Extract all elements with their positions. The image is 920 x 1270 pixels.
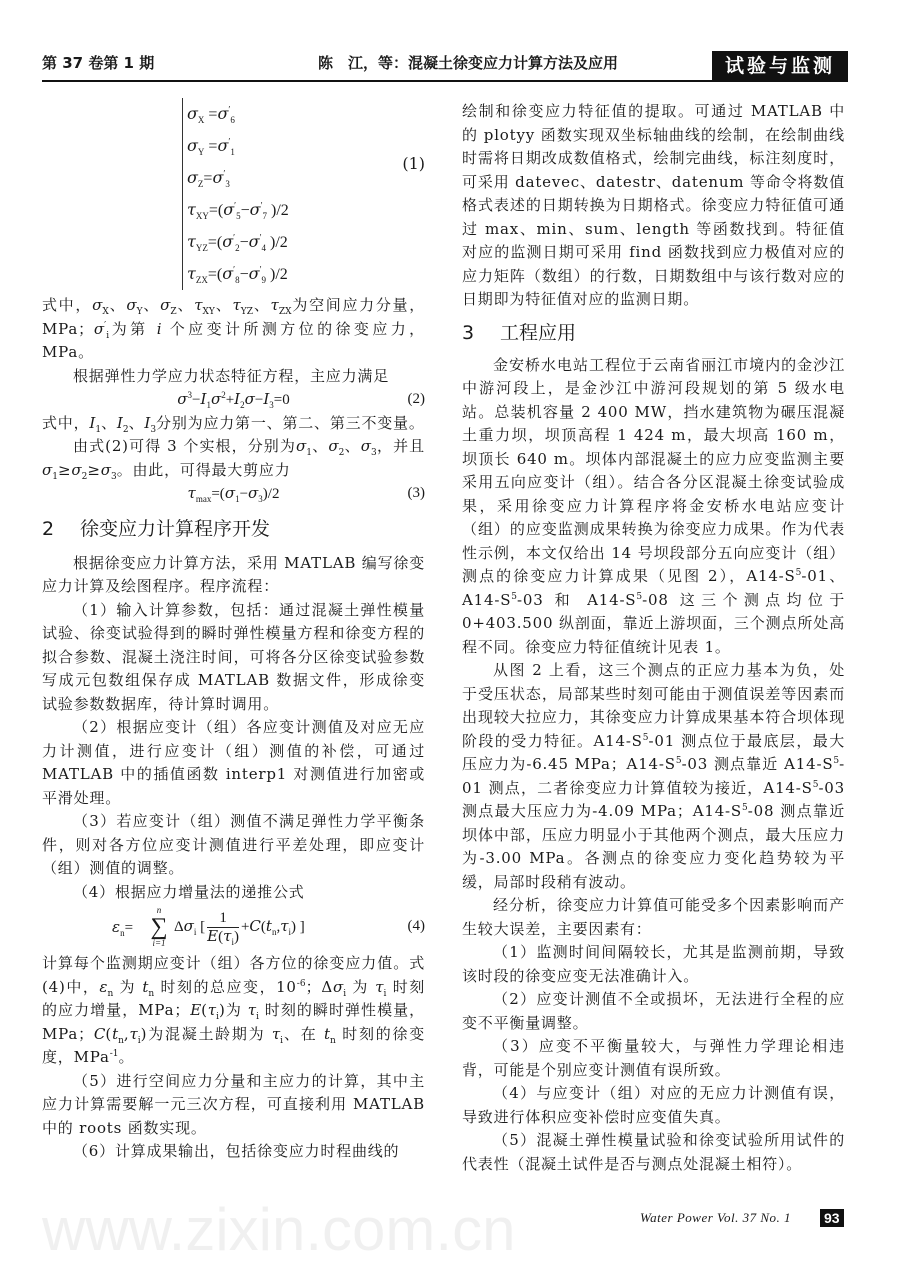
subscript: 1 [206,400,211,410]
subscript: i [288,927,292,938]
math-symbol: τ [187,232,196,251]
text-run: 时刻的瞬时弹性模量，MPa； [42,1001,425,1043]
math-symbol: σ [223,200,235,219]
paragraph [42,365,425,389]
superscript: 5 [675,756,682,766]
text-run: 分别为应力第一、第二、第三不变量。 [156,413,425,432]
math-symbol: I [234,390,241,408]
section-heading-2 [42,514,425,544]
subscript: ZX [278,307,292,317]
superscript: ′ [228,104,231,115]
equation-number: (2) [407,391,425,407]
subscript: 5 [236,211,241,222]
text-run: -01、A14-S [462,567,846,609]
list-item [462,1129,845,1176]
superscript: ′ [104,320,107,331]
equation-body [188,486,280,502]
math-symbol: σ [248,484,259,502]
text-run: ，并且 [376,437,425,455]
subscript: i [216,1012,219,1022]
math-symbol: σ [42,460,53,479]
subscript: 2 [122,424,129,435]
equation-number: (3) [407,485,425,501]
text-run: 、 [252,296,271,314]
text-run: , [123,1024,130,1043]
equation-line [187,258,289,290]
text-run: =( [207,234,223,251]
text-run: 、 [128,413,145,432]
equation-3 [42,482,425,506]
text-run: − [239,266,249,283]
math-symbol: σ [187,104,198,123]
section-number: 3 [462,321,475,344]
superscript: ′ [233,232,236,243]
subscript: n [118,1035,124,1046]
math-symbol: σ [222,232,234,251]
text-run: = [204,106,218,123]
subscript: n [107,988,114,999]
text-run: 、 [214,296,233,314]
text-run: 。 [118,1048,135,1066]
text-run: + [225,392,235,408]
subscript: Y [136,307,143,317]
equation-line [187,130,289,162]
math-symbol: t [323,1024,330,1043]
running-title: 陈 江，等：混凝土徐变应力计算方法及应用 [318,54,619,72]
text-run: 、在 [283,1024,324,1043]
paragraph [462,354,845,660]
math-symbol: τ [232,296,241,314]
list-item [42,716,425,810]
subscript: YZ [195,243,208,254]
subscript: 4 [261,243,267,254]
subscript: i [106,330,110,341]
math-symbol: τ [194,296,203,314]
superscript: ′ [234,200,237,211]
text-run: -08 这三个测点均位于 0+403.500 纵剖面，靠近上游坝面，三个测点所处高程不同。徐变应力特征值统计见表 1。 [462,590,845,656]
text-run: 式中， [42,296,93,314]
superscript: ′ [223,168,226,179]
text-run: )为混凝土龄期为 [140,1024,272,1043]
superscript: 5 [511,591,517,602]
math-symbol: ε [112,918,121,936]
text-run: 、 [108,296,127,314]
journal-footer: Water Power Vol. 37 No. 1 [640,1210,792,1225]
text-run: 金安桥水电站工程位于云南省丽江市境内的金沙江中游河段上，是金沙江中游河段规划的第 5 级水电站。总装机容量 2 400 MW，挡水建筑物为碾压混凝土重力坝，坝顶高程 1 424 m，最大坝高 160 m，坝顶长 640 m。坝体内部混凝土的应力应变监测主要采用五向应变计（组）。结合各分区混凝土徐变试验成果，采用徐变应力计算程序将金安桥水电站应变计（组）的应变监测成果转换为徐变应力成果。作为代表性示例，本文仅给出 14 号坝段部分五向应变计（组）测点的徐变应力计算成果（见图 2），A14-S [462,355,845,585]
fraction [207,910,239,946]
section-badge: 试验与监测 [712,51,848,81]
superscript: 5 [642,732,649,743]
superscript: 3 [187,390,193,400]
subscript: i [137,1035,141,1046]
subscript: 6 [230,115,235,126]
equation-lhs [112,918,133,937]
math-symbol: I [144,413,151,432]
text-run: （5）进行空间应力分量和主应力的计算，其中主应力计算需要解一元三次方程，可直接利用 MATLAB 中的 roots 函数实现。 [42,1071,425,1137]
subscript: 2 [81,471,88,482]
text-run: = [203,170,213,187]
math-symbol: τ [187,264,196,283]
math-symbol: σ [217,136,229,155]
list-item [462,1035,845,1082]
math-symbol: τ [129,1024,138,1043]
text-run: -08 测点靠近坝体中部，压应力明显小于其他两个测点，最大压应力为-3.00 MPa。各测点的徐变应力变化趋势较为平缓，局部时段稍有波动。 [462,802,846,891]
math-symbol: τ [271,1024,281,1043]
text-run: 时刻的徐变度，MPa [42,1024,425,1066]
subscript: 1 [95,424,102,435]
paragraph [462,659,845,894]
paragraph [42,952,425,1070]
text-run: = [204,138,218,155]
text-run: =( [208,202,224,219]
subscript: 1 [235,494,240,504]
text-run: -01 测点位于最底层，最大压应力为-6.45 MPa；A14-S [462,731,845,773]
text-run: 为空间应力分量，MPa； [42,296,425,338]
math-symbol: σ [360,437,371,455]
text-run: ( [105,1024,113,1043]
page-number: 93 [820,1209,844,1227]
sum-lower: i=1 [152,938,166,948]
subscript: i [193,927,197,938]
equation-body [177,392,289,408]
right-column [462,100,845,1176]
list-item [42,599,425,717]
text-run: ；Δ [305,977,333,996]
equation-4 [42,904,425,952]
superscript: ′ [260,200,263,211]
text-run: （6）计算成果输出，包括徐变应力时程曲线的 [73,1142,400,1160]
text-run: , [276,919,281,936]
subscript: Z [170,307,177,317]
term [240,917,305,938]
paragraph [462,100,845,312]
text-run: )/2 [266,234,288,251]
math-symbol: σ [328,437,339,455]
subscript: 7 [262,211,268,222]
header-rule [42,80,848,82]
math-symbol: τ [375,977,384,996]
math-symbol: σ [212,168,224,187]
equation-1 [42,98,425,294]
text-run: =0 [273,392,290,408]
text-run: − [254,392,264,408]
math-symbol: i [156,319,162,338]
math-symbol: σ [333,977,344,996]
list-item [42,810,425,881]
paragraph [42,435,425,482]
list-item [462,1082,845,1129]
subscript: 2 [235,243,240,254]
text-run: （1）监测时间间隔较长，尤其是监测前期，导致该时段的徐变应变无法准确计入。 [462,943,845,985]
text-run: 计算每个监测期应变计（组）各方位的徐变应力值。式(4)中， [42,954,425,996]
equation-system [182,98,289,290]
text-run: 由式(2)可得 3 个实根，分别为 [73,437,296,455]
math-symbol: σ [217,104,229,123]
subscript: 1 [52,471,58,482]
subscript: i [256,1012,259,1022]
text-run: ≥ [57,460,72,479]
text-run: 、 [176,296,195,314]
superscript: ′ [259,232,262,243]
sum-upper: n [156,905,162,915]
text-run: 为 [346,977,376,996]
math-symbol: I [263,390,270,408]
section-heading-3 [462,318,845,348]
equation-number: (1) [402,154,425,173]
section-title: 工程应用 [500,321,577,344]
subscript: n [120,928,125,938]
text-run: )/2 [266,266,288,283]
subscript: 3 [258,494,263,504]
subscript: i [280,1035,284,1046]
math-symbol: σ [248,232,260,251]
text-run: 根据徐变应力计算方法，采用 MATLAB 编写徐变应力计算及绘图程序。程序流程： [42,553,425,595]
text-run: ( [260,919,266,936]
equation-line [187,162,289,194]
text-run: )/2 [267,202,289,219]
equation-line [187,98,289,130]
subscript: 9 [261,275,267,286]
text-run: 时刻的总应变，10 [154,977,297,996]
equation-2 [42,388,425,412]
subscript: 3 [225,179,230,190]
text-run: （2）应变计测值不全或损坏，无法进行全程的应变不平衡量调整。 [462,990,845,1032]
math-symbol: σ [187,168,198,187]
math-symbol: σ [100,460,111,479]
issue-label: 第 37 卷第 1 期 [42,54,155,72]
math-symbol: τ [280,917,289,936]
math-symbol: σ [71,460,82,479]
math-symbol: σ [183,917,194,936]
text-run: 、 [344,437,361,455]
text-run: 时刻的应力增量，MPa； [42,977,426,1019]
subscript: 3 [370,448,377,458]
math-symbol: I [116,413,123,432]
text-run: 式中， [42,413,90,432]
subscript: X [102,307,109,317]
text-run: -01 测点，二者徐变应力计算值较为接近，A14-S [462,755,846,797]
text-run: )/2 [262,486,280,502]
text-run: 绘制和徐变应力特征值的提取。可通过 MATLAB 中的 plotyy 函数实现双坐标轴曲线的绘制，在绘制曲线时需将日期改成数值格式，绘制完曲线，标注刻度时，可采用 datevec、datestr、datenum 等命令将数值格式表述的日期转换为日期格式。徐变应力特征值可通过 max、min、sum、length 等函数找到。特征值对应的监测日期可采用 find 函数找到应力极值对应的应力矩阵（数组）的行数，日期数组中与该行数对应的日期即为特征值对应的监测日期。 [462,102,845,308]
numerator: 1 [207,910,239,928]
math-symbol: σ [248,264,260,283]
math-symbol: σ [160,296,171,314]
text-run: − [240,202,250,219]
math-symbol: C [249,917,261,936]
math-symbol: σ [126,296,137,314]
superscript: 5 [833,756,840,766]
subscript: i [343,988,347,999]
superscript: ′ [228,136,231,147]
subscript: i [383,988,387,999]
subscript: max [195,494,212,504]
math-symbol: σ [177,390,188,408]
text-run: 根据弹性力学应力状态特征方程，主应力满足 [73,366,390,385]
math-symbol: τ [187,200,196,219]
list-item [42,1140,425,1164]
section-title: 徐变应力计算程序开发 [80,517,271,540]
term [174,917,206,938]
superscript: 5 [812,779,819,790]
text-run: 、 [101,413,117,432]
watermark: www.zixin.com.cn [42,1196,516,1263]
text-run: ( [218,929,224,945]
text-run: ≥ [87,460,101,479]
text-run: （5）混凝土弹性模量试验和徐变试验所用试件的代表性（混凝土试件是否与测点处混凝土相符）。 [462,1131,845,1173]
text-run: 从图 2 上看，这三个测点的正应力基本为负，处于受压状态，局部某些时刻可能由于测值误差等因素而出现较大拉应力，其徐变应力计算成果基本符合坝体现阶段的受力特征。A14-S [462,661,845,750]
text-run: （3）若应变计（组）测值不满足弹性力学平衡条件，则对各方位应变计测值进行平差处理，即应变计（组）测值的调整。 [42,812,425,877]
text-run: 、 [311,437,329,455]
text-run: ( [201,1001,208,1019]
equation-rhs [174,910,305,946]
superscript: ′ [259,264,262,275]
subscript: 3 [269,400,274,410]
subscript: Y [197,147,205,158]
subscript: XY [195,211,209,222]
paragraph [462,894,845,941]
math-symbol: E [207,927,219,945]
text-run: ) ] [291,919,305,936]
text-run: − [239,234,249,251]
math-symbol: σ [187,136,198,155]
superscript: 5 [636,591,643,602]
subscript: n [329,1035,336,1046]
math-symbol: σ [249,200,261,219]
list-item [462,988,845,1035]
math-symbol: σ [92,296,103,314]
list-item [42,1070,425,1141]
superscript: 5 [742,803,748,813]
paragraph [42,552,425,599]
text-run: 为 [113,977,143,996]
text-run: [ [196,919,206,936]
text-run: 、 [142,296,161,314]
subscript: 8 [235,275,240,286]
subscript: ZX [195,275,208,286]
equation-line [187,226,289,258]
superscript: -6 [296,978,306,989]
subscript: 3 [110,471,117,482]
math-symbol: ε [99,977,108,996]
math-symbol: σ [210,390,222,408]
math-symbol: I [200,390,207,408]
paragraph [42,412,425,436]
math-symbol: E [190,1001,202,1019]
text-run: -03 测点最大压应力为-4.09 MPa；A14-S [462,778,845,820]
text-run: Δ [174,919,184,936]
text-run: − [192,392,201,408]
text-run: ) [233,929,239,945]
text-run: 。由此，可得最大剪应力 [116,460,291,479]
sum-sign: ∑ [150,914,168,940]
subscript: i [231,937,234,947]
text-run: = [124,920,134,936]
text-run: （4）根据应力增量法的递推公式 [73,882,305,901]
math-symbol: t [112,1024,119,1043]
math-symbol: C [93,1024,106,1043]
text-run: =( [211,486,225,502]
text-run: 经分析，徐变应力计算值可能受多个因素影响而产生较大误差，主要因素有： [462,896,845,938]
equation-line [187,194,289,226]
math-symbol: t [142,977,149,996]
math-symbol: t [265,917,272,936]
superscript: 5 [795,568,802,578]
subscript: n [271,927,277,938]
summation-symbol [148,906,170,948]
superscript: 2 [221,390,226,400]
math-symbol: τ [223,927,232,945]
math-symbol: σ [93,319,105,338]
section-number: 2 [42,517,55,540]
math-symbol: τ [247,1001,257,1019]
superscript: -1 [109,1049,119,1059]
text-run: （4）与应变计（组）对应的无应力计测值有误，导致进行体积应变补偿时应变值失真。 [462,1084,845,1126]
text-run: )为 [219,1001,248,1019]
subscript: 1 [306,448,312,458]
paragraph [42,294,425,365]
text-run: − [239,486,249,502]
subscript: 1 [230,147,235,158]
text-run: -03 和 A14-S [517,590,637,609]
text-run: -03 测点靠近 A14-S [681,755,834,773]
text-run: （3）应变不平衡量较大，与弹性力学理论相违背，可能是个别应变计测值有误所致。 [462,1037,845,1079]
subscript: 2 [240,400,245,410]
text-run: （1）输入计算参数，包括：通过混凝土弹性模量试验、徐变试验得到的瞬时弹性模量方程和徐变方程的拟合参数、混凝土浇注时间，可将各分区徐变试验参数写成元包数组保存成 MATLAB 数据文件，形成徐变试验参数数据库，待计算时调用。 [42,600,425,713]
superscript: ′ [233,264,236,275]
math-symbol: σ [222,264,234,283]
subscript: n [148,988,155,999]
text-run: （2）根据应变计（组）各应变计测值及对应无应力计测值，进行应变计（组）测值的补偿，可通过 MATLAB 中的插值函数 interp1 对测值进行加密或平滑处理。 [42,718,425,807]
text-run: =( [207,266,223,283]
math-symbol: σ [244,390,255,408]
subscript: X [197,115,205,126]
math-symbol: τ [270,296,279,314]
subscript: Z [197,179,204,190]
math-symbol: σ [295,437,307,455]
denominator [207,928,239,946]
subscript: 3 [150,424,157,435]
text-run: + [240,919,250,936]
equation-number: (4) [407,918,425,934]
left-column [42,98,425,1164]
math-symbol: τ [207,1001,217,1019]
list-item [42,881,425,905]
text-run: 为第 [109,319,157,338]
text-run: 个应变计所测方位的徐变应力，MPa。 [42,319,425,361]
math-symbol: σ [224,484,236,502]
math-symbol: I [89,413,96,432]
math-symbol: τ [187,484,196,502]
subscript: XY [202,307,215,317]
list-item [462,941,845,988]
subscript: 2 [338,448,345,458]
subscript: YZ [240,307,253,317]
